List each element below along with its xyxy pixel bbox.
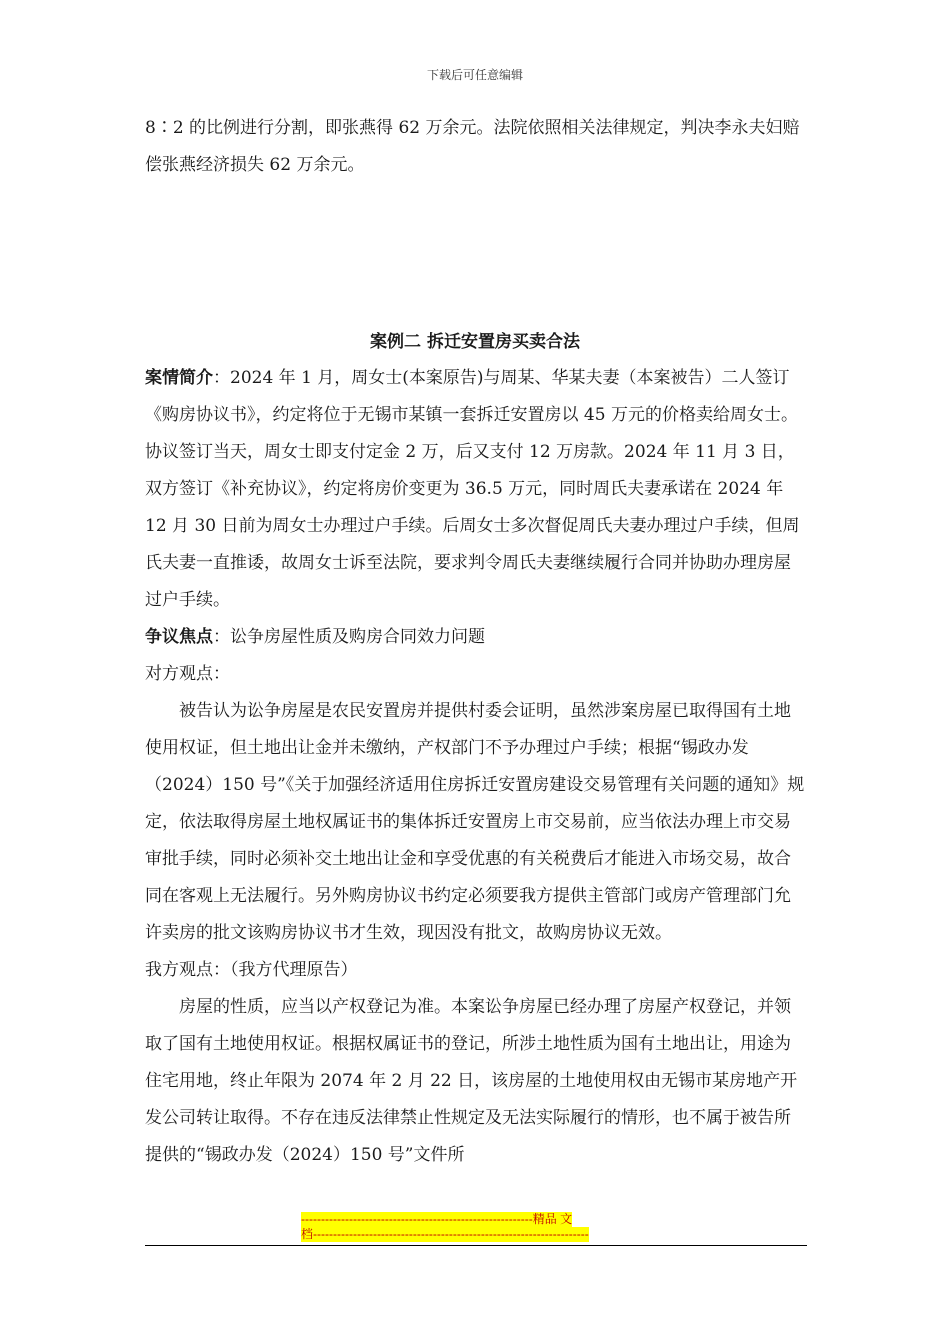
opponent-paragraph: 被告认为讼争房屋是农民安置房并提供村委会证明，虽然涉案房屋已取得国有土地使用权证，但土地出让金并未缴纳，产权部门不予办理过户手续；根据“锡政办发（2024）150 号”《关于加强经济适用住房拆迁安置房建设交易管理有关问题的通知》规定，依法取得房屋土地权属证书的集体拆迁安置房上市交易前，应当依法办理上市交易审批手续，同时必须补交土地出让金和享受优惠的有关税费后才能进入市场交易，故合同在客观上无法履行。另外购房协议书约定必须要我方提供主管部门或房产管理部门允许卖房的批文该购房协议书才生效，现因没有批文，故购房协议无效。 [145,701,805,943]
header-note: 下载后可任意编辑 [426,68,523,82]
top-paragraph: 8∶2 的比例进行分割，即张燕得 62 万余元。法院依照相关法律规定，判决李永夫妇赔偿张燕经济损失 62 万余元。 [145,118,800,175]
opponent-label: 对方观点： [145,664,230,684]
dispute-label: 争议焦点 [145,627,213,647]
our-label: 我方观点：（我方代理原告） [145,960,358,980]
section-body [145,360,807,1174]
summary-label: 案情简介 [145,368,213,388]
footer-watermark [301,1212,649,1242]
our-paragraph: 房屋的性质，应当以产权登记为准。本案讼争房屋已经办理了房屋产权登记，并领取了国有土地使用权证。根据权属证书的登记，所涉土地性质为国有土地出让，用途为住宅用地，终止年限为 2074 年 2 月 22 日，该房屋的土地使用权由无锡市某房地产开发公司转让取得。不存在违反法律禁止性规定及无法实际履行的情形，也不属于被告所提供的“锡政办发（2024）150 号”文件所 [145,997,798,1165]
footer-divider [145,1245,807,1246]
summary-paragraph [145,360,807,619]
top-paragraph-block [145,110,807,184]
section-title: 案例二 拆迁安置房买卖合法 [370,332,580,352]
dispute-text: ：讼争房屋性质及购房合同效力问题 [213,627,485,647]
summary-text: ：2024 年 1 月，周女士(本案原告)与周某、华某夫妻（本案被告）二人签订《购房协议书》，约定将位于无锡市某镇一套拆迁安置房以 45 万元的价格卖给周女士。协议签订当天，周女士即支付定金 2 万，后又支付 12 万房款。2024 年 11 月 3 日，双方签订《补充协议》，约定将房价变更为 36.5 万元，同时周氏夫妻承诺在 2024 年 12 月 30 日前为周女士办理过户手续。后周女士多次督促周氏夫妻办理过户手续，但周氏夫妻一直推诿，故周女士诉至法院，要求判令周氏夫妻继续履行合同并协助办理房屋过户手续。 [145,368,800,610]
footer-line-2: 档--------------------------------------------------------------------- [301,1227,589,1241]
footer-line-1: ----------------------------------------------------------精品 文 [301,1212,573,1226]
dispute-paragraph [145,619,807,656]
